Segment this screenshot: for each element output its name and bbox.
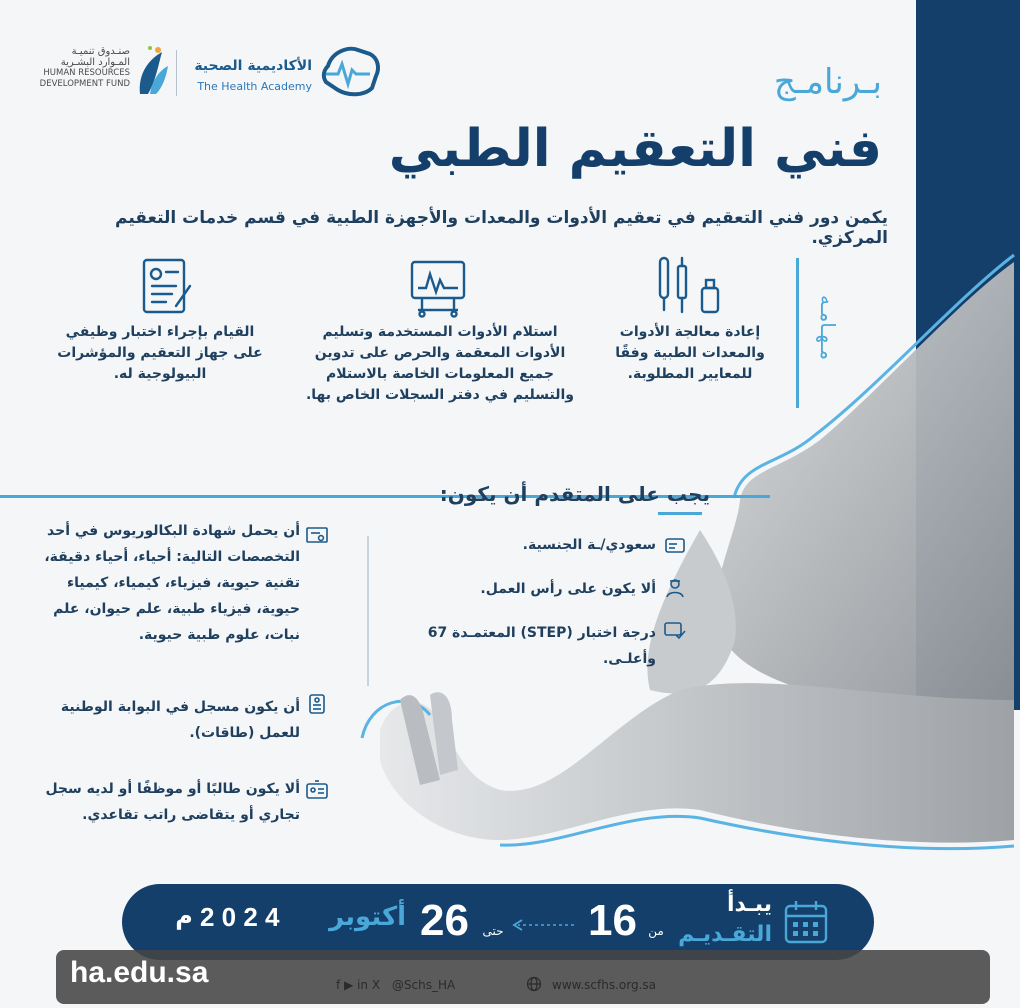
logo-separator [176, 50, 177, 96]
requirement-bachelor-degree: أن يحمل شهادة البكالوريوس في أحد التخصصات التالية: أحياء، أحياء دقيقة، تقنية حيوية، فيزياء، كيمياء، كيمياء حيوية، فيزياء طبية، علم حيوان، علم نبات، علوم طبية حيوية. [44, 523, 300, 643]
social-icons[interactable]: f ▶ in X [336, 978, 381, 992]
duty-3-text: القيام بإجراء اختبار وظيفي على جهاز التعقيم والمؤشرات البيولوجية له. [57, 324, 263, 382]
application-starts-line2: التقـديـم [678, 922, 772, 947]
to-day: 26 [420, 896, 469, 945]
hrdf-mark-icon [134, 44, 170, 96]
worker-icon [664, 578, 686, 598]
website-overlay-link[interactable]: ha.edu.sa [70, 956, 209, 989]
duty-2-text: استلام الأدوات المستخدمة وتسليم الأدوات المعقمة والحرص على تدوين جميع المعلومات الخاصة بالاستلام والتسليم في دفتر السجلات الخاص بها. [305, 324, 574, 403]
requirement-taqat-registration: أن يكون مسجل في البوابة الوطنية للعمل (طاقات). [60, 699, 300, 741]
diploma-icon [306, 526, 328, 546]
requirement-not-employed: ألا يكون على رأس العمل. [480, 581, 656, 597]
requirements-title-underline [658, 512, 702, 515]
duties-label: مـهـامـه [816, 295, 840, 361]
registry-icon [306, 694, 328, 714]
certificate-check-icon [664, 620, 686, 640]
month: أكتوبر [329, 902, 406, 932]
to-label: حتى [482, 924, 504, 938]
program-label: بـرنامـج [773, 62, 882, 102]
year: 2 0 2 4 [200, 902, 280, 932]
footer-website[interactable]: www.scfhs.org.sa [552, 978, 657, 992]
requirements-column-divider [367, 536, 369, 686]
arrow-left-icon [510, 918, 576, 932]
badge-icon [306, 780, 328, 800]
requirements-title: يجب على المتقدم أن يكون: [439, 482, 710, 506]
duty-1-text: إعادة معالجة الأدوات والمعدات الطبية وفقًا للمعايير المطلوبة. [615, 324, 765, 382]
hrdf-en-line1: HUMAN RESOURCES [43, 68, 130, 78]
requirement-nationality: سعودي/ـة الجنسية. [522, 537, 656, 553]
hrdf-logo-text [10, 46, 130, 90]
social-handle[interactable]: @Schs_HA [391, 978, 456, 992]
intro-text: يكمن دور فني التعقيم في تعقيم الأدوات والمعدات والأجهزة الطبية في قسم خدمات التعقيم المركزي. [114, 208, 888, 248]
application-starts-line1: يبـدأ [726, 892, 772, 917]
hrdf-ar-line2: المـوارد البشـرية [60, 57, 130, 68]
hrdf-logo [30, 44, 170, 98]
requirement-not-student-or-employee: ألا يكون طالبًا أو موظفًا أو لديه سجل تجاري أو يتقاضى راتب تقاعدي. [45, 781, 300, 823]
hrdf-en-line2: DEVELOPMENT FUND [39, 79, 130, 89]
globe-icon [526, 976, 542, 992]
document-icon [136, 256, 196, 316]
year-suffix: م [175, 902, 193, 930]
ha-logo-en: The Health Academy [197, 80, 312, 93]
ha-logo-ar: الأكاديمية الصحية [194, 58, 312, 74]
calendar-icon [782, 898, 830, 946]
social-links[interactable] [336, 978, 455, 992]
requirement-step-score: درجة اختبار (STEP) المعتمـدة 67 وأعلـى. [427, 625, 656, 667]
from-label: من [648, 924, 664, 938]
duties-divider [796, 258, 799, 408]
program-title: فني التعقيم الطبي [388, 119, 882, 179]
id-card-icon [664, 536, 686, 556]
monitor-icon [408, 258, 468, 318]
health-academy-logo [186, 44, 386, 100]
medical-tools-icon [654, 252, 724, 318]
health-academy-mark-icon [318, 44, 384, 98]
from-day: 16 [588, 896, 637, 945]
hrdf-ar-line1: صنـدوق تنميـة [71, 46, 130, 57]
